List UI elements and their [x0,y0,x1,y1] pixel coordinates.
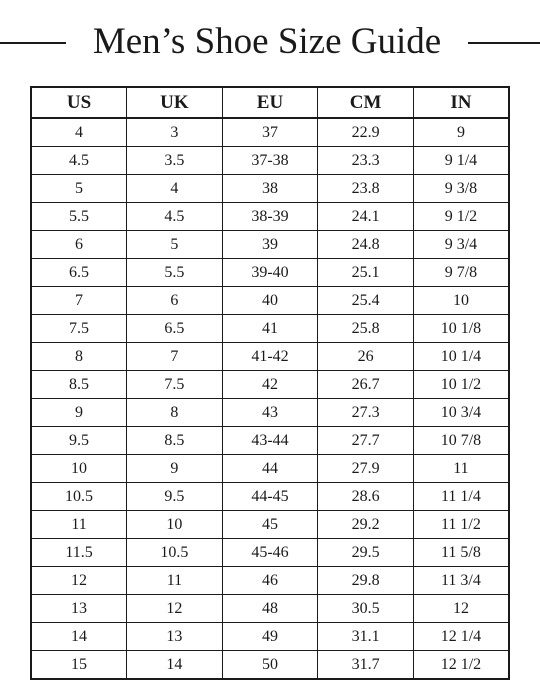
cell-cm: 30.5 [318,595,414,623]
cell-eu: 44-45 [222,483,318,511]
cell-in: 10 7/8 [413,427,509,455]
cell-uk: 12 [127,595,223,623]
cell-eu: 46 [222,567,318,595]
column-header-cm: CM [318,87,414,118]
cell-us: 7.5 [31,315,127,343]
table-row [31,118,509,147]
table-row [31,287,509,315]
cell-uk: 10.5 [127,539,223,567]
column-header-uk: UK [127,87,223,118]
cell-in: 9 3/4 [413,231,509,259]
cell-in: 10 1/4 [413,343,509,371]
table-row [31,147,509,175]
cell-in: 11 5/8 [413,539,509,567]
table-row [31,259,509,287]
table-row [31,567,509,595]
cell-eu: 37 [222,118,318,147]
cell-us: 4.5 [31,147,127,175]
cell-in: 9 1/2 [413,203,509,231]
cell-eu: 50 [222,651,318,680]
table-row [31,175,509,203]
cell-cm: 27.9 [318,455,414,483]
table-row [31,511,509,539]
cell-in: 11 [413,455,509,483]
cell-uk: 6.5 [127,315,223,343]
cell-us: 11 [31,511,127,539]
cell-eu: 42 [222,371,318,399]
cell-us: 10 [31,455,127,483]
cell-in: 11 1/4 [413,483,509,511]
cell-cm: 27.3 [318,399,414,427]
cell-uk: 13 [127,623,223,651]
title-rule-left [0,42,66,44]
cell-uk: 4 [127,175,223,203]
cell-in: 11 3/4 [413,567,509,595]
cell-uk: 3.5 [127,147,223,175]
table-row [31,539,509,567]
cell-us: 5 [31,175,127,203]
cell-us: 4 [31,118,127,147]
cell-eu: 41 [222,315,318,343]
size-table [30,86,510,680]
cell-uk: 14 [127,651,223,680]
cell-eu: 44 [222,455,318,483]
cell-in: 10 1/2 [413,371,509,399]
cell-in: 12 [413,595,509,623]
cell-cm: 26 [318,343,414,371]
cell-us: 6.5 [31,259,127,287]
cell-uk: 6 [127,287,223,315]
cell-cm: 31.1 [318,623,414,651]
cell-uk: 7.5 [127,371,223,399]
cell-uk: 5.5 [127,259,223,287]
cell-cm: 23.3 [318,147,414,175]
cell-uk: 10 [127,511,223,539]
cell-eu: 38-39 [222,203,318,231]
cell-cm: 26.7 [318,371,414,399]
cell-us: 5.5 [31,203,127,231]
column-header-eu: EU [222,87,318,118]
page-title: Men’s Shoe Size Guide [92,21,442,62]
cell-cm: 31.7 [318,651,414,680]
cell-eu: 48 [222,595,318,623]
cell-uk: 3 [127,118,223,147]
cell-eu: 39 [222,231,318,259]
table-row [31,651,509,680]
cell-in: 9 3/8 [413,175,509,203]
table-row [31,483,509,511]
cell-eu: 45 [222,511,318,539]
cell-cm: 24.1 [318,203,414,231]
cell-cm: 29.8 [318,567,414,595]
cell-cm: 25.1 [318,259,414,287]
cell-uk: 9.5 [127,483,223,511]
cell-us: 12 [31,567,127,595]
table-row [31,399,509,427]
cell-uk: 8.5 [127,427,223,455]
cell-in: 12 1/4 [413,623,509,651]
cell-eu: 45-46 [222,539,318,567]
cell-us: 8 [31,343,127,371]
cell-us: 13 [31,595,127,623]
cell-uk: 5 [127,231,223,259]
cell-in: 11 1/2 [413,511,509,539]
table-row [31,315,509,343]
column-header-in: IN [413,87,509,118]
cell-us: 7 [31,287,127,315]
cell-cm: 22.9 [318,118,414,147]
cell-eu: 43-44 [222,427,318,455]
table-row [31,623,509,651]
table-row [31,203,509,231]
cell-uk: 11 [127,567,223,595]
cell-eu: 39-40 [222,259,318,287]
cell-us: 6 [31,231,127,259]
table-row [31,455,509,483]
cell-cm: 23.8 [318,175,414,203]
cell-cm: 29.2 [318,511,414,539]
title-row [0,14,540,70]
cell-in: 9 1/4 [413,147,509,175]
cell-eu: 41-42 [222,343,318,371]
cell-in: 12 1/2 [413,651,509,680]
cell-in: 10 1/8 [413,315,509,343]
cell-eu: 49 [222,623,318,651]
cell-cm: 27.7 [318,427,414,455]
cell-uk: 4.5 [127,203,223,231]
size-table-header [31,87,509,118]
cell-eu: 40 [222,287,318,315]
cell-cm: 24.8 [318,231,414,259]
cell-eu: 43 [222,399,318,427]
table-row [31,371,509,399]
header-row [31,87,509,118]
cell-eu: 38 [222,175,318,203]
table-row [31,231,509,259]
cell-cm: 25.8 [318,315,414,343]
cell-cm: 28.6 [318,483,414,511]
cell-uk: 9 [127,455,223,483]
cell-us: 11.5 [31,539,127,567]
cell-eu: 37-38 [222,147,318,175]
cell-us: 14 [31,623,127,651]
table-row [31,343,509,371]
cell-us: 9 [31,399,127,427]
cell-us: 10.5 [31,483,127,511]
table-row [31,595,509,623]
cell-in: 10 [413,287,509,315]
table-row [31,427,509,455]
title-rule-right [468,42,540,44]
cell-us: 8.5 [31,371,127,399]
column-header-us: US [31,87,127,118]
cell-cm: 29.5 [318,539,414,567]
cell-uk: 7 [127,343,223,371]
cell-in: 9 7/8 [413,259,509,287]
cell-us: 9.5 [31,427,127,455]
cell-in: 9 [413,118,509,147]
size-table-body [31,118,509,679]
cell-uk: 8 [127,399,223,427]
cell-cm: 25.4 [318,287,414,315]
cell-in: 10 3/4 [413,399,509,427]
cell-us: 15 [31,651,127,680]
